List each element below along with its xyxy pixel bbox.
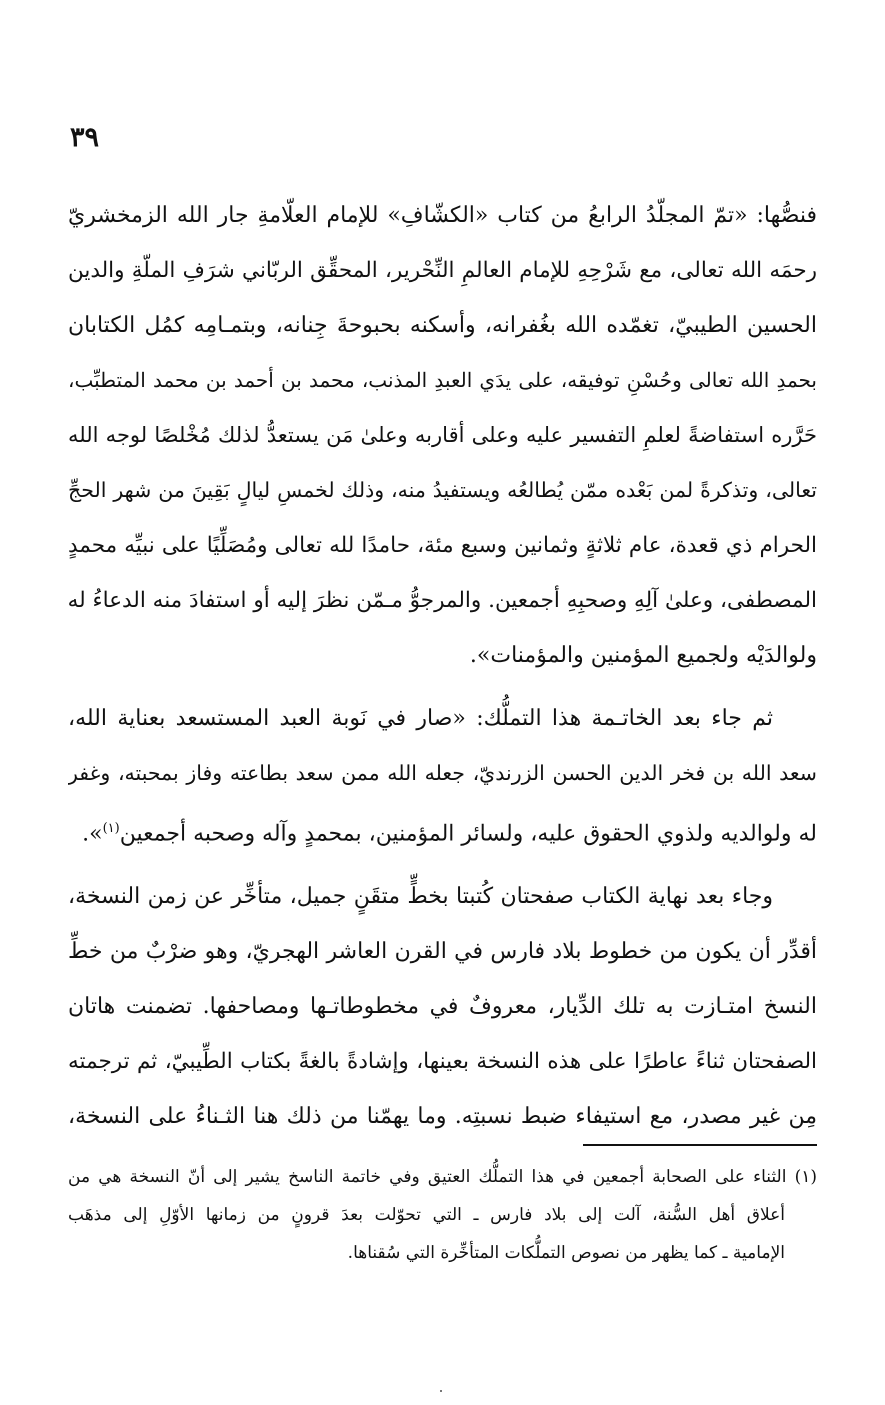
footnote-line: أعلاق أهل السُّنة، آلت إلى بلاد فارس ـ التي تحوّلت بعدَ قرونٍ من زمانها الأوّلِ إلى مذهَب xyxy=(68,1205,785,1225)
paragraph-two-pages-description xyxy=(68,869,817,1144)
text-line: المصطفى، وعلىٰ آلِهِ وصحبِهِ أجمعين. والمرجوُّ مـمّن نظرَ إليه أو استفادَ منه الدعاءُ له xyxy=(68,588,817,613)
main-text xyxy=(68,188,817,1152)
text-line: سعد الله بن فخر الدين الحسن الزرنديّ، جعله الله ممن سعد بطاعته وفاز بمحبته، وغفر xyxy=(68,761,817,785)
footnote-line xyxy=(68,1158,817,1196)
page-speck xyxy=(440,1390,442,1392)
footnote-line: الإمامية ـ كما يظهر من نصوص التملُّكات المتأخِّرة التي سُقناها. xyxy=(347,1243,785,1263)
text-line: ولوالدَيْه ولجميع المؤمنين والمؤمنات». xyxy=(469,643,817,668)
text-line: الصفحتان ثناءً عاطرًا على هذه النسخة بعينها، وإشادةً بالغةً بكتاب الطِّيبيّ، ثم ترجمته xyxy=(68,1049,817,1075)
page-number: ٣٩ xyxy=(70,122,100,153)
text-line: مِن غير مصدر، مع استيفاء ضبط نسبتِه. وما يهمّنا من ذلك هنا الثـناءُ على النسخة، xyxy=(68,1104,817,1130)
text-segment: له ولوالديه ولذوي الحقوق عليه، ولسائر المؤمنين، بمحمدٍ وآله وصحبه أجمعين xyxy=(119,821,817,847)
footnote-separator xyxy=(583,1144,817,1146)
text-line: الحرام ذي قعدة، عام ثلاثةٍ وثمانين وسبع مئة، حامدًا لله تعالى ومُصَلِّيًا على نبيِّه محمدٍ xyxy=(68,533,817,558)
text-segment: ». xyxy=(82,821,103,847)
text-line: وجاء بعد نهاية الكتاب صفحتان كُتبتا بخطٍّ متقَنٍ جميل، متأخِّر عن زمن النسخة، xyxy=(68,884,773,910)
text-line: أقدِّر أن يكون من خطوط بلاد فارس في القرن العاشر الهجريّ، وهو ضرْبٌ من خطِّ xyxy=(68,939,817,965)
text-line: تعالى، وتذكرةً لمن بَعْده ممّن يُطالعُه ويستفيدُ منه، وذلك لخمسِ ليالٍ بَقِينَ من شهر الحجِّ xyxy=(68,478,817,502)
text-line: النسخ امتـازت به تلك الدِّيار، معروفٌ في مخطوطاتـها ومصاحفها. تضمنت هاتان xyxy=(68,994,817,1020)
paragraph-ownership-note xyxy=(68,691,817,861)
paragraph-colophon-quote xyxy=(68,188,817,683)
text-line-with-footnote xyxy=(68,801,817,861)
text-line: بحمدِ الله تعالى وحُسْنِ توفيقه، على يدَي العبدِ المذنب، محمد بن أحمد بن محمد المتطبِّب، xyxy=(68,368,817,392)
text-line: حَرَّره استفاضةً لعلمِ التفسير عليه وعلى أقاربه وعلىٰ مَن يستعدُّ لذلك مُخْلصًا لوجه الله xyxy=(68,423,817,447)
footnote-text: الثناء على الصحابة أجمعين في هذا التملُّك العتيق وفي خاتمة الناسخ يشير إلى أنّ النسخة هي من xyxy=(68,1167,787,1187)
footnote xyxy=(68,1158,817,1272)
text-line: ثم جاء بعد الخاتـمة هذا التملُّك: «صار في نَوبة العبد المستسعد بعناية الله، xyxy=(68,706,773,731)
text-line: فنصُّها: «تمّ المجلّدُ الرابعُ من كتاب «الكشّافِ» للإمام العلّامةِ جار الله الزمخشريّ xyxy=(68,203,817,228)
footnote-reference[interactable]: (١) xyxy=(102,821,120,836)
text-line: رحمَه الله تعالى، مع شَرْحِهِ للإمام العالمِ النِّحْرير، المحقِّق الربّاني شرَفِ الملّةِ والدين xyxy=(68,258,817,283)
footnote-marker: (١) xyxy=(794,1167,817,1187)
text-line: الحسين الطيبيّ، تغمّده الله بغُفرانه، وأسكنه بحبوحةَ جِنانه، وبتمـامِه كمُل الكتابان xyxy=(68,313,817,338)
